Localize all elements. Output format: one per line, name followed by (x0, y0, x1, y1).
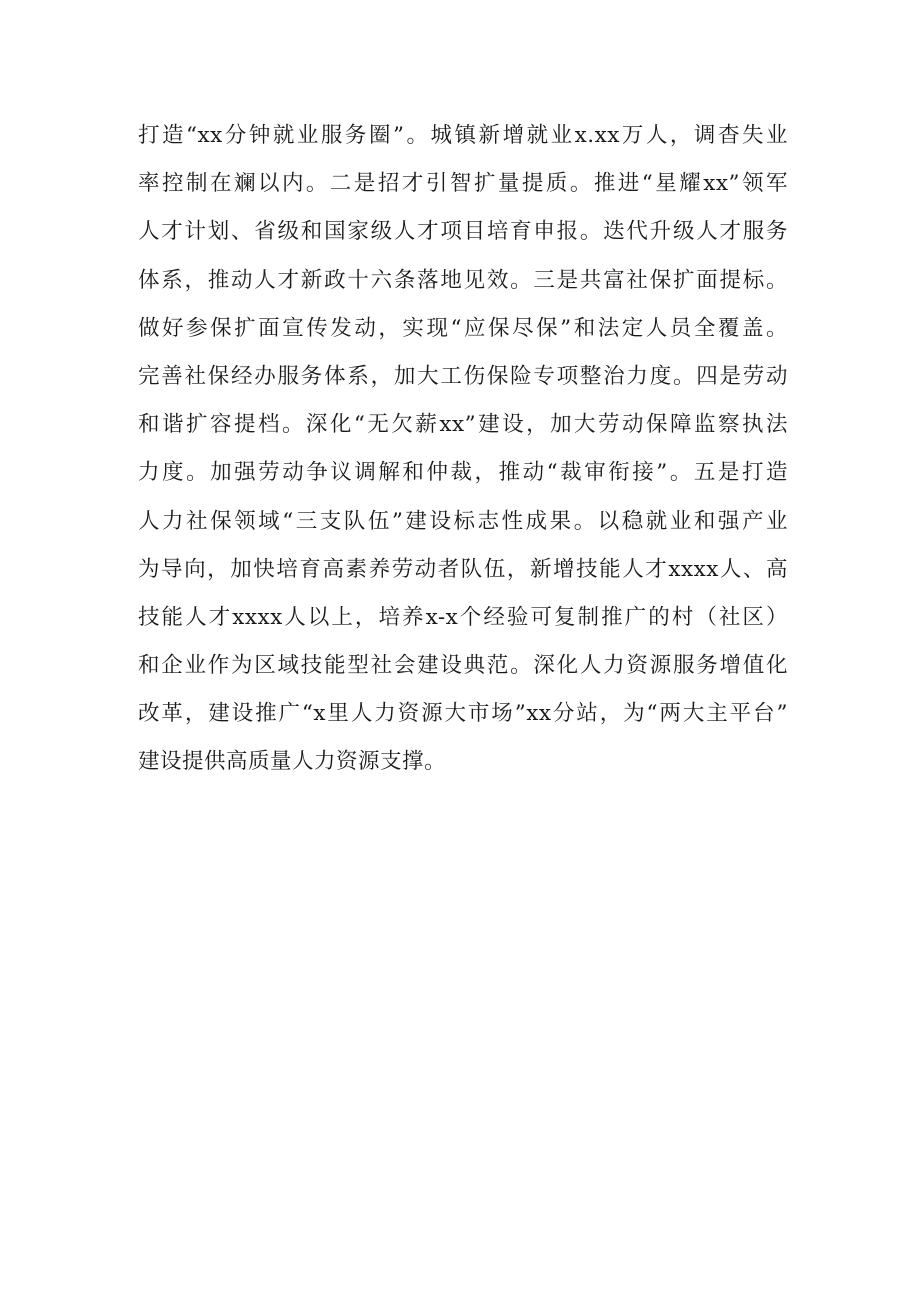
paragraph-line-8: 力度。加强劳动争议调解和仲裁，推动“裁审衔接”。五是打造 (138, 460, 788, 486)
paragraph-line-5: 做好参保扩面宣传发动，实现“应保尽保”和法定人员全覆盖。 (138, 315, 788, 341)
paragraph-line-7: 和谐扩容提档。深化“无欠薪xx”建设，加大劳动保障监察执法 (138, 412, 788, 438)
paragraph-line-1: 打造“xx分钟就业服务圈”。城镇新增就业x.xx万人，调杳失业 (138, 123, 788, 148)
paragraph-line-12: 和企业作为区域技能型社会建设典范。深化人力资源服务增值化 (138, 653, 788, 679)
paragraph-line-14: 建设提供高质量人力资源支撑。 (138, 749, 447, 775)
paragraph-line-6: 完善社保经办服务体系，加大工伤保险专项整治力度。四是劳动 (138, 363, 788, 389)
paragraph-line-9: 人力社保领域“三支队伍”建设标志性成果。以稳就业和强产业 (138, 508, 788, 534)
paragraph-line-11: 技能人才xxxx人以上，培养x-x个经验可复制推广的村（社区） (138, 604, 788, 630)
paragraph-line-13: 改革，建设推广“x里人力资源大市场”xx分站，为“两大主平台” (138, 701, 788, 727)
paragraph-line-4: 体系，推动人才新政十六条落地见效。三是共富社保扩面提标。 (138, 267, 788, 293)
paragraph-line-10: 为导向，加快培育高素养劳动者队伍，新增技能人才xxxx人、高 (138, 556, 788, 582)
paragraph-line-3: 人才计划、省级和国家级人才项目培育申报。迭代升级人才服务 (138, 219, 788, 245)
paragraph-line-2: 率控制在斓以内。二是招才引智扩量提质。推进“星耀xx”领军 (138, 171, 788, 197)
body-paragraph (138, 112, 788, 787)
